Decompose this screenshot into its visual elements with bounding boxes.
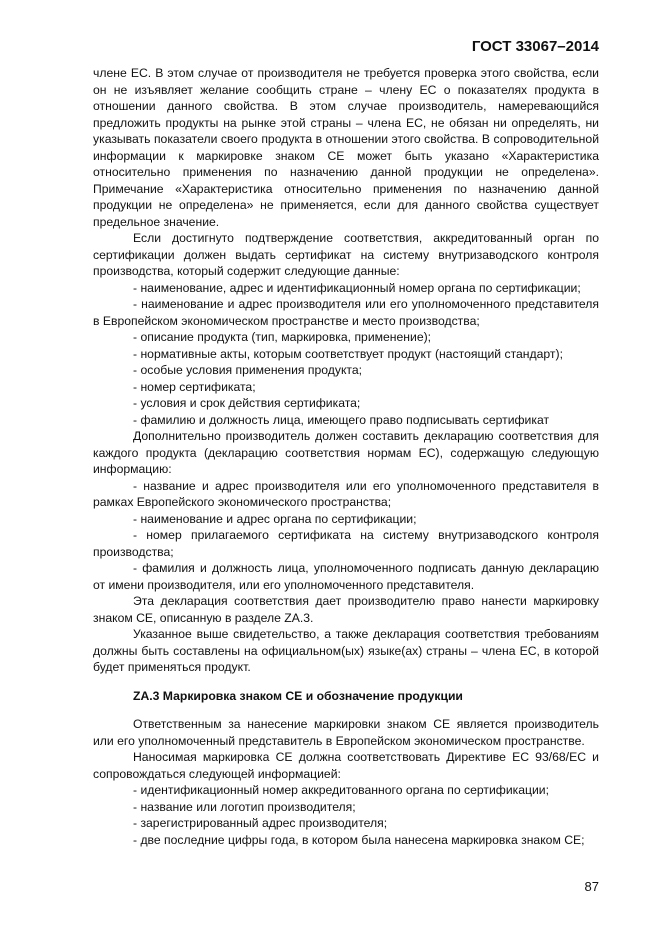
list-item: - название и адрес производителя или его уполномоченного представителя в рамках Европейского экономического пространства; [93,478,599,509]
document-header: ГОСТ 33067–2014 [471,38,599,55]
list-item: - идентификационный номер аккредитованного органа по сертификации; [133,783,549,797]
list-item: - наименование, адрес и идентификационный номер органа по сертификации; [133,280,581,295]
document-body [93,65,599,848]
page-number: 87 [584,879,599,894]
text-block-before [93,65,599,676]
list-item: - фамилия и должность лица, уполномоченного подписать данную декларацию от имени производителя, или его уполномоченного представителя. [93,561,599,592]
list-item: - наименование и адрес производителя или его уполномоченного представителя в Европейском экономическом пространстве и место производства; [93,297,599,328]
paragraph: Указанное выше свидетельство, а также декларация соответствия требованиям должны быть составлены на официальном(ых) языке(ах) страны – члена ЕС, в которой будет применяться продукт. [93,627,599,674]
paragraph: Эта декларация соответствия дает производителю право нанести маркировку знаком CE, описанную в разделе ZA.3. [93,594,599,625]
paragraph: Дополнительно производитель должен составить декларацию соответствия для каждого продукта (декларацию соответствия нормам ЕС), содержащую следующую информацию: [93,429,599,476]
paragraph: члене ЕС. В этом случае от производителя не требуется проверка этого свойства, если он не изъявляет желание сообщить стране – члену ЕС о показателях продукта в отношении данного свойства. В этом случае производитель, намеревающийся предложить продукты на рынке этой страны – члена ЕС, не обязан ни определять, ни указывать показатели своего продукта в отношении этого свойства. В сопроводительной информации к маркировке знаком CE может быть указано «Характеристика относительно применения по назначению данной продукции не определена». Примечание «Характеристика относительно применения по назначению данной продукции не определена» не применяется, если для данного свойства существует предельное значение. [93,66,599,229]
list-item: - две последние цифры года, в котором была нанесена маркировка знаком CE; [133,832,585,847]
list-item: - зарегистрированный адрес производителя; [133,816,388,830]
text-block-after [93,716,599,848]
list-item: - условия и срок действия сертификата; [133,396,361,410]
list-item: - описание продукта (тип, маркировка, применение); [133,330,432,344]
list-item: - нормативные акты, которым соответствует продукт (настоящий стандарт); [133,346,563,361]
paragraph: Ответственным за нанесение маркировки знаком CE является производитель или его уполномоченный представитель в Европейском экономическом пространстве. [93,717,599,748]
list-item: - название или логотип производителя; [133,799,356,814]
list-item: - номер сертификата; [133,379,256,394]
list-item: - особые условия применения продукта; [133,363,363,377]
list-item: - наименование и адрес органа по сертификации; [133,511,417,526]
section-heading: ZA.3 Маркировка знаком CE и обозначение продукции [133,688,463,703]
list-item: - фамилию и должность лица, имеющего право подписывать сертификат [133,412,550,427]
paragraph: Если достигнуто подтверждение соответствия, аккредитованный орган по сертификации должен выдать сертификат на систему внутризаводского контроля производства, который содержит следующие данные: [93,231,599,278]
paragraph: Наносимая маркировка CE должна соответствовать Директиве ЕС 93/68/ЕС и сопровождаться следующей информацией: [93,750,599,781]
list-item: - номер прилагаемого сертификата на систему внутризаводского контроля производства; [93,528,599,559]
